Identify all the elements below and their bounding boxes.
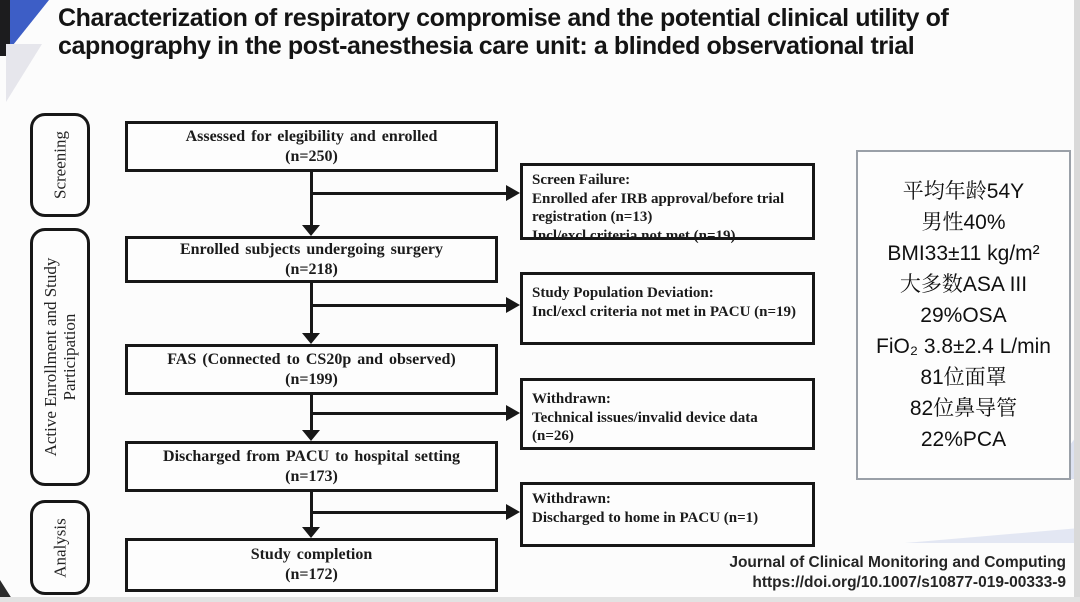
side-box-screen-failure-line2: Incl/excl criteria not met (n=19): [532, 227, 736, 244]
flow-box-discharged-text: Discharged from PACU to hospital setting: [163, 447, 460, 465]
arrowhead-down-b4-icon: [302, 430, 320, 441]
side-box-screen-failure-header: Screen Failure:: [532, 172, 631, 188]
arrowhead-right-withdrawn-home-icon: [506, 504, 520, 520]
flow-box-assessed-n: (n=250): [285, 147, 338, 165]
flow-box-completion-text: Study completion: [250, 546, 373, 563]
arrowhead-right-population-deviation-icon: [506, 297, 520, 313]
side-box-withdrawn-technical-line1: Technical issues/invalid device data (n=26): [532, 409, 758, 444]
side-box-screen-failure: [520, 163, 815, 244]
summary-line-bmi: BMI33±11 kg/m²: [887, 241, 1040, 265]
bottom-edge-strip: [0, 597, 1080, 602]
page-title: Characterization of respiratory compromise and the potential clinical utility of capnography in the post-anesthesia care unit: a blinded observational trial: [58, 4, 949, 60]
branch-withdrawn-home: [311, 511, 507, 514]
right-edge-strip: [1074, 0, 1080, 602]
flow-box-completion-n: (n=172): [285, 566, 338, 583]
flow-box-enrolled: [125, 236, 498, 283]
flow-box-enrolled-n: (n=218): [285, 260, 338, 278]
stage-analysis: [30, 500, 90, 595]
side-box-screen-failure-line1: Enrolled afer IRB approval/before trial registration (n=13): [532, 190, 785, 225]
flow-box-discharged: [125, 441, 498, 492]
summary-line-cannula: 82位鼻导管: [909, 396, 1018, 420]
arrowhead-right-screen-failure-icon: [506, 185, 520, 201]
summary-line-age: 平均年龄54Y: [902, 179, 1025, 203]
stage-analysis-label: Analysis: [50, 517, 70, 578]
flow-box-assessed: [125, 121, 498, 172]
flow-box-fas-text: FAS (Connected to CS20p and observed): [167, 350, 456, 368]
side-box-population-deviation-header: Study Population Deviation:: [532, 285, 714, 301]
footer-doi: https://doi.org/10.1007/s10877-019-00333-9: [752, 574, 1066, 591]
connector-b2-b3: [310, 283, 313, 333]
stage-active-enrollment-label: Active Enrollment and Study Participation: [41, 257, 79, 457]
flow-box-fas-n: (n=199): [285, 370, 338, 388]
side-box-population-deviation-line1: Incl/excl criteria not met in PACU (n=19): [532, 303, 797, 320]
branch-withdrawn-technical: [311, 412, 507, 415]
flow-box-discharged-n: (n=173): [285, 467, 338, 485]
side-box-withdrawn-home-header: Withdrawn:: [532, 491, 611, 507]
branch-population-deviation: [311, 304, 507, 307]
footer: [729, 553, 1066, 593]
corner-gray-accent: [6, 44, 42, 102]
summary-panel: [856, 150, 1071, 480]
side-box-withdrawn-technical: [520, 378, 815, 450]
bottom-right-band-accent: [905, 528, 1080, 543]
summary-line-male: 男性40%: [921, 210, 1006, 234]
arrowhead-down-b2-icon: [302, 225, 320, 236]
side-box-withdrawn-home-line1: Discharged to home in PACU (n=1): [532, 509, 759, 526]
flow-box-assessed-text: Assessed for elegibility and enrolled: [185, 127, 438, 145]
side-box-withdrawn-technical-header: Withdrawn:: [532, 391, 611, 407]
corner-accent-icon: [9, 0, 49, 50]
flow-box-enrolled-text: Enrolled subjects undergoing surgery: [179, 240, 444, 258]
stage-screening-label: Screening: [50, 131, 70, 199]
summary-line-mask: 81位面罩: [920, 365, 1007, 389]
flow-box-completion: [125, 538, 498, 592]
side-box-withdrawn-home: [520, 482, 815, 547]
arrowhead-down-b5-icon: [302, 527, 320, 538]
stage-active-enrollment: [30, 228, 90, 486]
branch-screen-failure: [311, 192, 507, 195]
side-box-population-deviation: [520, 272, 815, 345]
arrowhead-down-b3-icon: [302, 333, 320, 344]
summary-line-osa: 29%OSA: [920, 303, 1007, 327]
connector-b1-b2: [310, 172, 313, 226]
stage-screening: [30, 113, 90, 217]
summary-line-fio2: FiO₂ 3.8±2.4 L/min: [876, 334, 1051, 358]
connector-b4-b5: [310, 492, 313, 527]
summary-panel-text: [876, 176, 1051, 455]
arrowhead-right-withdrawn-technical-icon: [506, 405, 520, 421]
summary-line-pca: 22%PCA: [920, 427, 1007, 451]
summary-line-asa: 大多数ASA III: [899, 272, 1028, 296]
footer-journal: Journal of Clinical Monitoring and Computing: [729, 554, 1066, 571]
flow-box-fas: [125, 344, 498, 395]
